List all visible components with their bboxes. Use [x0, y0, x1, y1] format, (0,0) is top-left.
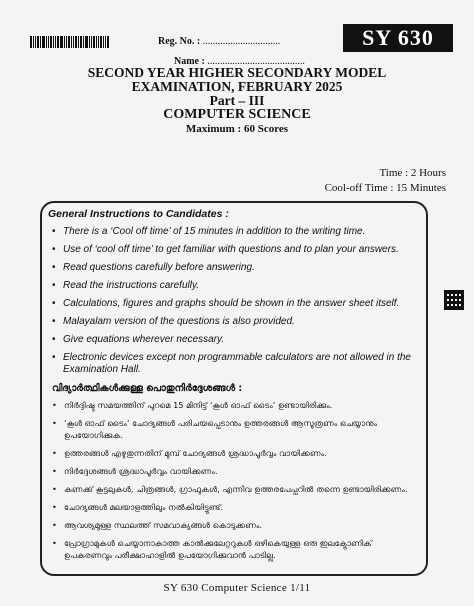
malayalam-instructions-heading: വിദ്യാർത്ഥികൾക്കുള്ള പൊതുനിർദ്ദേശങ്ങൾ : [52, 383, 243, 394]
barcode-bar [91, 36, 92, 48]
exam-title [0, 66, 474, 136]
barcode-bar [89, 36, 90, 48]
barcode-bar [60, 36, 63, 48]
barcode-bar [83, 36, 84, 48]
qr-code [444, 290, 464, 310]
instruction-item: • Read the instructions carefully. [52, 280, 418, 292]
instruction-item: • Electronic devices except non programmable calculators are not allowed in the Examination Hall. [52, 352, 418, 376]
title-line-2: EXAMINATION, FEBRUARY 2025 [131, 79, 343, 94]
reg-no-dots: ............................... [202, 36, 281, 47]
instructions-heading: General Instructions to Candidates : [48, 208, 229, 220]
malayalam-instruction-item: • നിർദ്ദിഷ്ട സമയത്തിന് പുറമെ 15 മിനിട്ട് ‘കൂൾ ഓഫ് ടൈം’ ഉണ്ടായിരിക്കും. [52, 399, 420, 411]
barcode-bar [100, 36, 102, 48]
barcode-bar [73, 36, 74, 48]
instruction-item: • Read questions carefully before answering. [52, 262, 418, 274]
malayalam-instructions-list [52, 399, 420, 567]
name-dots: ....................................... [207, 56, 305, 67]
reg-no-label: Reg. No. : [158, 36, 201, 47]
barcode-bar [98, 36, 99, 48]
time-label: Time : 2 Hours [379, 167, 446, 179]
instruction-item: • There is a ‘Cool off time’ of 15 minutes in addition to the writing time. [52, 226, 418, 238]
barcode-bar [33, 36, 34, 48]
barcode-bar [66, 36, 67, 48]
barcode-bar [42, 36, 45, 48]
title-line-1: SECOND YEAR HIGHER SECONDARY MODEL [87, 65, 387, 80]
barcode-bar [78, 36, 79, 48]
paper-code-badge: SY 630 [343, 24, 453, 52]
name-label: Name : [174, 56, 205, 67]
barcode-bar [105, 36, 106, 48]
title-max-scores: Maximum : 60 Scores [185, 123, 289, 135]
barcode-bar [53, 36, 54, 48]
instruction-item: • Use of ‘cool off time’ to get familiar with questions and to plan your answers. [52, 244, 418, 256]
title-subject: COMPUTER SCIENCE [163, 107, 311, 122]
barcode-bar [37, 36, 39, 48]
reg-no-field [158, 36, 280, 47]
malayalam-instruction-item: • ചോദ്യങ്ങൾ മലയാളത്തിലും നൽകിയിട്ടുണ്ട്. [52, 501, 420, 513]
barcode-bar [48, 36, 49, 48]
page-footer: SY 630 Computer Science 1/11 [163, 582, 311, 594]
instruction-item: • Malayalam version of the questions is also provided. [52, 316, 418, 328]
barcode-bar [30, 36, 32, 48]
malayalam-instruction-item: • ഉത്തരങ്ങൾ എഴുതുന്നതിന് മുമ്പ് ചോദ്യങ്ങൾ ശ്രദ്ധാപൂർവ്വം വായിക്കണം. [52, 447, 420, 459]
barcode-bar [64, 36, 65, 48]
title-part: Part – III [209, 93, 265, 108]
barcode-bar [96, 36, 97, 48]
barcode-bar [40, 36, 41, 48]
cooloff-label: Cool-off Time : 15 Minutes [324, 182, 446, 194]
malayalam-instruction-item: • പ്രോഗ്രാമുകൾ ചെയ്യാനാകാത്ത കാൽക്കുലേറ്ററുകൾ ഒഴികെയുള്ള ഒരു ഇലക്ട്രോണിക് ഉപകരണവും പരീക്ഷാഹാളിൽ ഉപയോഗിക്കുവാൻ പാടില്ല. [52, 537, 420, 561]
malayalam-instruction-item: • ‘കൂൾ ഓഫ് ടൈം’ ചോദ്യങ്ങൾ പരിചയപ്പെടാനും ഉത്തരങ്ങൾ ആസൂത്രണം ചെയ്യാനും ഉപയോഗിക്കുക. [52, 417, 420, 441]
instruction-item: • Give equations wherever necessary. [52, 334, 418, 346]
barcode-bar [46, 36, 47, 48]
barcode-bar [103, 36, 104, 48]
time-info [325, 166, 446, 196]
barcode-bar [68, 36, 70, 48]
barcode-bar [80, 36, 82, 48]
barcode-bar [50, 36, 52, 48]
malayalam-instruction-item: • ആവശ്യമുള്ള സ്ഥലത്ത് സമവാക്യങ്ങൾ കൊടുക്കണം. [52, 519, 420, 531]
malayalam-instruction-item: • നിർദ്ദേശങ്ങൾ ശ്രദ്ധാപൂർവ്വം വായിക്കണം. [52, 465, 420, 477]
barcode-bar [107, 36, 109, 48]
barcode-bar [71, 36, 72, 48]
barcode-bar [93, 36, 95, 48]
barcode-bar [35, 36, 36, 48]
barcode [30, 36, 122, 48]
instructions-list [52, 226, 418, 382]
barcode-bar [55, 36, 56, 48]
barcode-bar [57, 36, 59, 48]
malayalam-instruction-item: • കണക്ക് കൂട്ടലുകൾ, ചിത്രങ്ങൾ, ഗ്രാഫുകൾ, എന്നിവ ഉത്തരപേപ്പറിൽ തന്നെ ഉണ്ടായിരിക്കണം. [52, 483, 420, 495]
barcode-bar [85, 36, 88, 48]
barcode-bar [75, 36, 77, 48]
instruction-item: • Calculations, figures and graphs should be shown in the answer sheet itself. [52, 298, 418, 310]
